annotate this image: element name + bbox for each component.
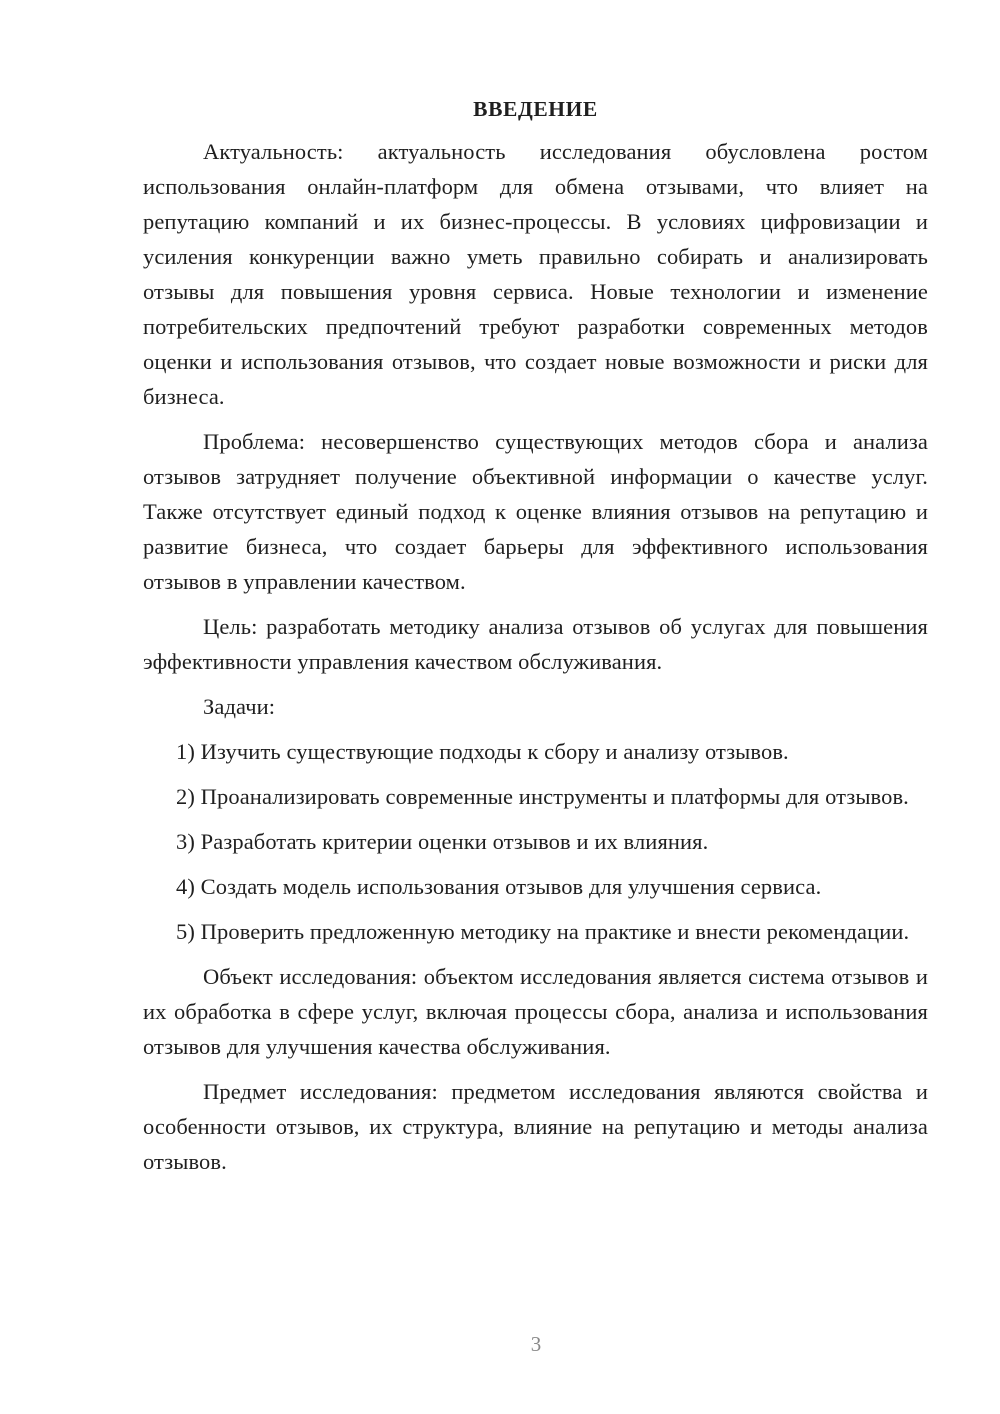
task-item-5: 5) Проверить предложенную методику на практике и внести рекомендации.: [176, 919, 910, 944]
paragraph-relevance: Актуальность: актуальность исследования обусловлена ростом использования онлайн-платформ для обмена отзывами, что влияет на репутацию компаний и их бизнес-процессы. В условиях цифровизации и усиления конкуренции важно уметь правильно собирать и анализировать отзывы для повышения уровня сервиса. Новые технологии и изменение потребительских предпочтений требуют разработки современных методов оценки и использования отзывов, что создает новые возможности и риски для бизнеса.: [143, 139, 928, 409]
paragraph-problem: Проблема: несовершенство существующих методов сбора и анализа отзывов затрудняет получение объективной информации о качестве услуг. Также отсутствует единый подход к оценке влияния отзывов на репутацию и развитие бизнеса, что создает барьеры для эффективного использования отзывов в управлении качеством.: [143, 429, 928, 594]
paragraph-tasks-heading: Задачи:: [203, 694, 276, 719]
task-item-2: 2) Проанализировать современные инструменты и платформы для отзывов.: [176, 784, 909, 809]
page-number: 3: [530, 1332, 542, 1356]
document-page: [143, 92, 928, 1179]
task-item-1: 1) Изучить существующие подходы к сбору и анализу отзывов.: [176, 739, 789, 764]
task-item-4: 4) Создать модель использования отзывов для улучшения сервиса.: [176, 874, 822, 899]
paragraph-subject: Предмет исследования: предметом исследования являются свойства и особенности отзывов, их структура, влияние на репутацию и методы анализа отзывов.: [143, 1079, 928, 1174]
section-title: ВВЕДЕНИЕ: [473, 97, 598, 121]
task-item-3: 3) Разработать критерии оценки отзывов и их влияния.: [176, 829, 709, 854]
paragraph-object: Объект исследования: объектом исследования является система отзывов и их обработка в сфере услуг, включая процессы сбора, анализа и использования отзывов для улучшения качества обслуживания.: [143, 964, 928, 1059]
paragraph-goal: Цель: разработать методику анализа отзывов об услугах для повышения эффективности управления качеством обслуживания.: [143, 614, 928, 674]
